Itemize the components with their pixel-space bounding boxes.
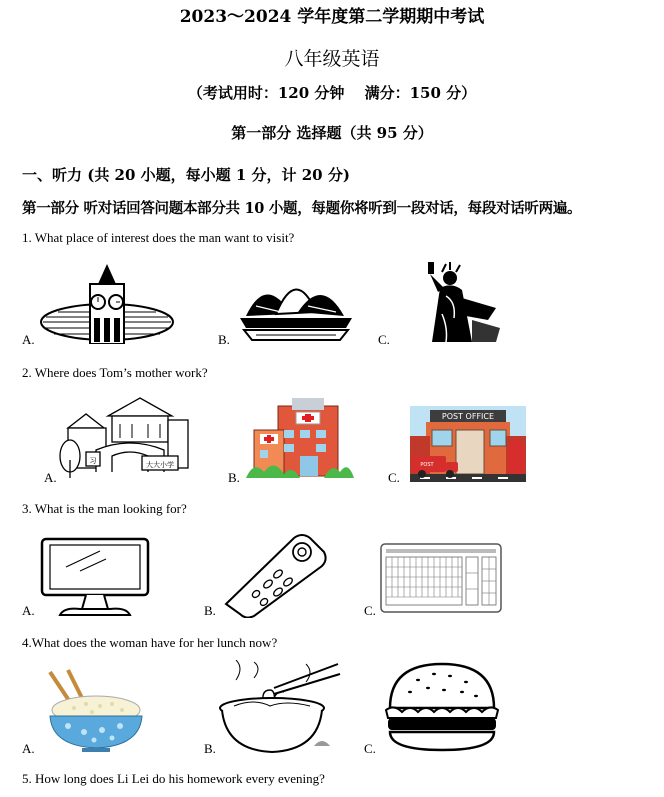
question-1-option-b: B. bbox=[218, 332, 230, 347]
rice-bowl-icon bbox=[44, 668, 154, 754]
remote-control-icon bbox=[218, 530, 330, 618]
question-4-option-a: A. bbox=[22, 741, 35, 756]
question-5-prompt: 5. How long does Li Lei do his homework every evening? bbox=[22, 771, 325, 786]
question-4-option-b: B. bbox=[204, 741, 216, 756]
question-2-option-b: B. bbox=[228, 470, 240, 485]
section-instruction: 第一部分 听对话回答问题本部分共 10 小题，每题你将听到一段对话，每段对话听两遍。 bbox=[22, 200, 582, 217]
question-1-option-a: A. bbox=[22, 332, 35, 347]
sydney-opera-house-icon bbox=[236, 266, 356, 344]
part-title: 第一部分 选择题（共 95 分） bbox=[231, 124, 433, 142]
big-ben-icon bbox=[40, 262, 175, 344]
question-2-prompt: 2. Where does Tom’s mother work? bbox=[22, 365, 208, 380]
keyboard-icon bbox=[380, 543, 502, 613]
question-4-prompt: 4.What does the woman have for her lunch now? bbox=[22, 635, 278, 650]
exam-title: 2023～2024 学年度第二学期期中考试 bbox=[179, 7, 485, 27]
school-sign: 大大小学 bbox=[146, 461, 174, 469]
statue-of-liberty-icon bbox=[416, 258, 502, 344]
exam-info: （考试用时：120 分钟 满分：150 分） bbox=[187, 84, 477, 102]
monitor-icon bbox=[40, 537, 152, 617]
hospital-icon bbox=[244, 398, 356, 482]
question-4-option-c: C. bbox=[364, 741, 376, 756]
question-1-prompt: 1. What place of interest does the man want to visit? bbox=[22, 230, 295, 245]
question-2-option-c: C. bbox=[388, 470, 400, 485]
exam-subtitle: 八年级英语 bbox=[284, 48, 380, 70]
post-office-icon bbox=[410, 406, 526, 482]
question-3-option-c: C. bbox=[364, 603, 376, 618]
question-3-option-a: A. bbox=[22, 603, 35, 618]
section-heading: 一、听力 (共 20 小题，每小题 1 分，计 20 分) bbox=[22, 166, 350, 184]
question-1-option-c: C. bbox=[378, 332, 390, 347]
question-3-option-b: B. bbox=[204, 603, 216, 618]
question-3-prompt: 3. What is the man looking for? bbox=[22, 501, 187, 516]
truck-sign: POST bbox=[420, 462, 434, 468]
noodles-icon bbox=[214, 660, 342, 756]
post-office-sign: POST OFFICE bbox=[441, 412, 495, 421]
svg-text:习: 习 bbox=[89, 457, 97, 465]
hamburger-icon bbox=[384, 662, 500, 754]
school-building-icon bbox=[56, 394, 192, 482]
question-2-option-a: A. bbox=[44, 470, 57, 485]
